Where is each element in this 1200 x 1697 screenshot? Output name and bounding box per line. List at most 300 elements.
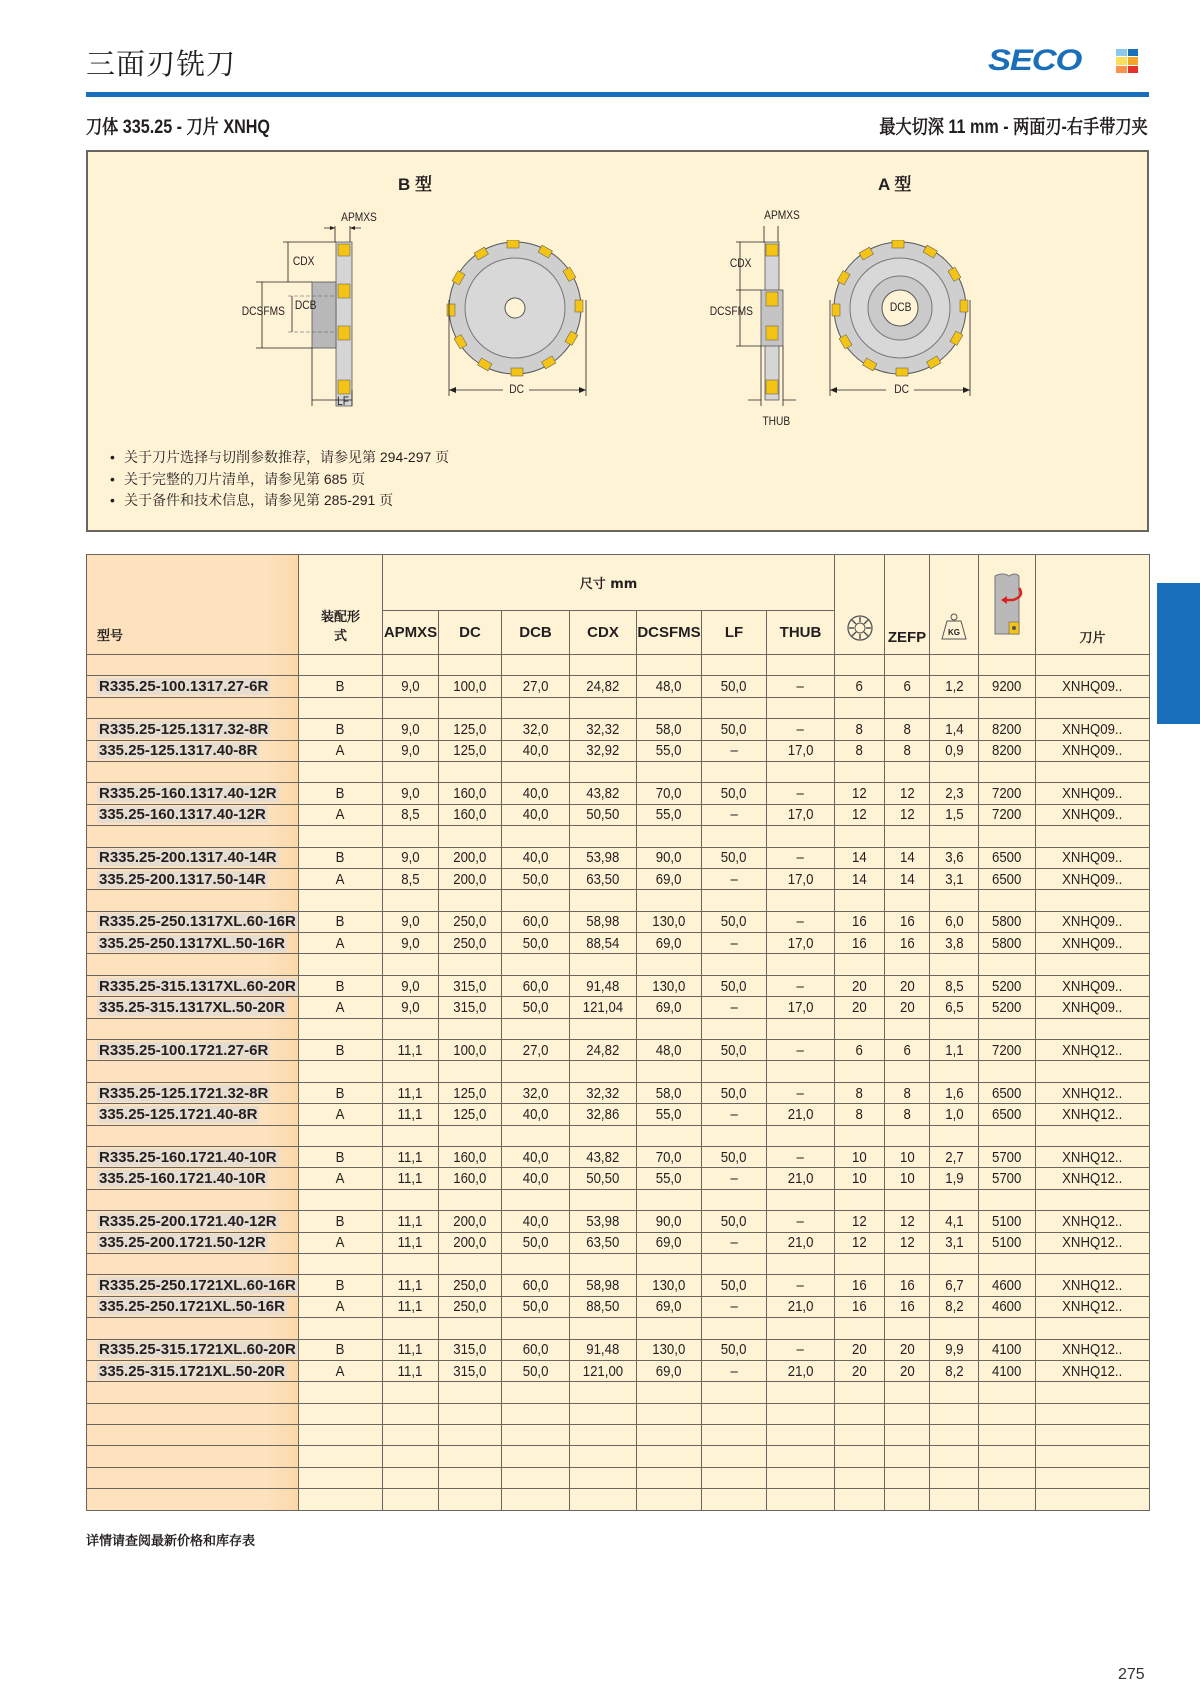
cell-mount: B	[299, 1339, 383, 1360]
cell-dcb: 40,0	[502, 1211, 570, 1232]
cell-dcb: 32,0	[502, 719, 570, 740]
spacer-row	[87, 890, 1150, 911]
cell-kg: 1,5	[930, 804, 979, 825]
cell-zefp: 10	[885, 1146, 930, 1167]
cell-dc: 200,0	[439, 847, 502, 868]
cell-kg: 3,1	[930, 868, 979, 889]
cell-model: 335.25-315.1317XL.50-20R	[87, 997, 299, 1018]
cell-apmxs: 9,0	[383, 740, 439, 761]
cell-z: 12	[835, 804, 885, 825]
diagram-panel	[86, 150, 1149, 532]
cell-lf: –	[702, 933, 767, 954]
cell-mount: B	[299, 975, 383, 996]
cell-dcb: 60,0	[502, 975, 570, 996]
dim-label-dcb-a: DCB	[889, 300, 912, 314]
cell-dcb: 32,0	[502, 1082, 570, 1103]
cell-z: 10	[835, 1168, 885, 1189]
cell-dcsfms: 69,0	[637, 868, 702, 889]
cell-mount: A	[299, 1232, 383, 1253]
cell-z: 16	[835, 933, 885, 954]
cell-insert: XNHQ09..	[1036, 740, 1150, 761]
cell-lf: 50,0	[702, 1339, 767, 1360]
cell-thub: –	[767, 1339, 835, 1360]
cell-apmxs: 9,0	[383, 911, 439, 932]
cell-dcsfms: 130,0	[637, 1339, 702, 1360]
cell-apmxs: 11,1	[383, 1339, 439, 1360]
table-row	[87, 719, 1150, 740]
cell-mount: A	[299, 740, 383, 761]
table-row	[87, 975, 1150, 996]
cell-dc: 315,0	[439, 975, 502, 996]
cell-zefp: 12	[885, 1232, 930, 1253]
cell-mount: B	[299, 911, 383, 932]
cell-dc: 250,0	[439, 1275, 502, 1296]
type-a-label: A 型	[878, 175, 912, 194]
cell-kg: 8,2	[930, 1296, 979, 1317]
cell-model: 335.25-250.1317XL.50-16R	[87, 933, 299, 954]
cell-insert: XNHQ12..	[1036, 1168, 1150, 1189]
table-row	[87, 740, 1150, 761]
cell-dcb: 60,0	[502, 1339, 570, 1360]
cell-zefp: 20	[885, 1360, 930, 1381]
cell-model: 335.25-200.1317.50-14R	[87, 868, 299, 889]
cell-z: 12	[835, 783, 885, 804]
cell-dcb: 50,0	[502, 1360, 570, 1381]
cell-lf: –	[702, 1296, 767, 1317]
cell-insert: XNHQ12..	[1036, 1211, 1150, 1232]
cell-apmxs: 11,1	[383, 1082, 439, 1103]
cell-lf: 50,0	[702, 1146, 767, 1167]
cell-lf: –	[702, 1168, 767, 1189]
cell-model: R335.25-250.1721XL.60-16R	[87, 1275, 299, 1296]
cell-kg: 1,6	[930, 1082, 979, 1103]
dim-label-dcb: DCB	[294, 298, 317, 312]
spacer-row	[87, 1382, 1150, 1403]
cell-dc: 125,0	[439, 1082, 502, 1103]
cell-apmxs: 9,0	[383, 719, 439, 740]
cell-dc: 200,0	[439, 868, 502, 889]
cell-kg: 1,2	[930, 676, 979, 697]
cell-dcsfms: 55,0	[637, 804, 702, 825]
cell-model: 335.25-160.1721.40-10R	[87, 1168, 299, 1189]
cell-model: R335.25-160.1317.40-12R	[87, 783, 299, 804]
table-row	[87, 804, 1150, 825]
cell-thub: –	[767, 676, 835, 697]
cell-dc: 125,0	[439, 1104, 502, 1125]
spacer-row	[87, 954, 1150, 975]
cell-zefp: 6	[885, 1040, 930, 1061]
cell-kg: 8,2	[930, 1360, 979, 1381]
cell-dc: 250,0	[439, 911, 502, 932]
cell-lf: 50,0	[702, 1275, 767, 1296]
cell-lf: 50,0	[702, 1040, 767, 1061]
cell-dc: 315,0	[439, 1360, 502, 1381]
max-rpm-icon	[989, 570, 1025, 642]
cell-model: R335.25-315.1317XL.60-20R	[87, 975, 299, 996]
cell-lf: 50,0	[702, 847, 767, 868]
cell-z: 14	[835, 868, 885, 889]
cell-insert: XNHQ09..	[1036, 911, 1150, 932]
cell-kg: 4,1	[930, 1211, 979, 1232]
cell-model: R335.25-250.1317XL.60-16R	[87, 911, 299, 932]
cell-insert: XNHQ12..	[1036, 1146, 1150, 1167]
cell-cdx: 32,32	[570, 719, 637, 740]
cell-insert: XNHQ12..	[1036, 1296, 1150, 1317]
cell-dc: 315,0	[439, 997, 502, 1018]
cell-dcsfms: 90,0	[637, 847, 702, 868]
cell-dcsfms: 55,0	[637, 1104, 702, 1125]
cell-lf: –	[702, 868, 767, 889]
cell-model: R335.25-125.1721.32-8R	[87, 1082, 299, 1103]
cell-cdx: 91,48	[570, 1339, 637, 1360]
logo-text: SECO	[988, 44, 1082, 77]
cell-zefp: 16	[885, 1275, 930, 1296]
cell-apmxs: 9,0	[383, 997, 439, 1018]
logo-color-squares-icon	[1116, 49, 1138, 73]
cell-rpm: 5800	[979, 933, 1036, 954]
cell-apmxs: 8,5	[383, 804, 439, 825]
cell-lf: –	[702, 740, 767, 761]
cell-z: 20	[835, 1360, 885, 1381]
cell-cdx: 53,98	[570, 847, 637, 868]
cell-dcsfms: 130,0	[637, 1275, 702, 1296]
seco-logo	[988, 44, 1082, 77]
cell-thub: –	[767, 911, 835, 932]
cell-rpm: 6500	[979, 1104, 1036, 1125]
table-row	[87, 868, 1150, 889]
cell-insert: XNHQ12..	[1036, 1104, 1150, 1125]
cell-zefp: 8	[885, 740, 930, 761]
cell-kg: 6,7	[930, 1275, 979, 1296]
cell-cdx: 50,50	[570, 804, 637, 825]
cell-dcsfms: 70,0	[637, 1146, 702, 1167]
cell-insert: XNHQ12..	[1036, 1360, 1150, 1381]
spacer-row	[87, 1467, 1150, 1488]
cell-mount: B	[299, 1275, 383, 1296]
cell-lf: –	[702, 804, 767, 825]
cell-mount: B	[299, 1146, 383, 1167]
cell-rpm: 5100	[979, 1232, 1036, 1253]
table-row	[87, 1146, 1150, 1167]
cell-rpm: 5200	[979, 997, 1036, 1018]
cell-zefp: 10	[885, 1168, 930, 1189]
cell-rpm: 7200	[979, 783, 1036, 804]
table-body	[87, 655, 1150, 1511]
cell-z: 10	[835, 1146, 885, 1167]
footer-note: 详情请查阅最新价格和库存表	[86, 1534, 256, 1549]
cell-thub: –	[767, 1275, 835, 1296]
cell-apmxs: 11,1	[383, 1168, 439, 1189]
cell-dcb: 60,0	[502, 911, 570, 932]
cell-apmxs: 9,0	[383, 847, 439, 868]
cell-z: 8	[835, 719, 885, 740]
cell-thub: 21,0	[767, 1168, 835, 1189]
cell-rpm: 6500	[979, 847, 1036, 868]
cell-dcsfms: 69,0	[637, 933, 702, 954]
col-header-weight	[930, 555, 979, 655]
cell-thub: 17,0	[767, 933, 835, 954]
cell-dcsfms: 55,0	[637, 740, 702, 761]
spacer-row	[87, 1125, 1150, 1146]
cell-dcb: 40,0	[502, 847, 570, 868]
cell-model: 335.25-125.1721.40-8R	[87, 1104, 299, 1125]
cell-dcsfms: 130,0	[637, 911, 702, 932]
cell-thub: –	[767, 783, 835, 804]
cell-thub: –	[767, 975, 835, 996]
cell-mount: B	[299, 847, 383, 868]
cell-thub: 21,0	[767, 1296, 835, 1317]
kg-weight-icon	[940, 612, 968, 642]
cell-kg: 2,3	[930, 783, 979, 804]
cell-cdx: 43,82	[570, 1146, 637, 1167]
cell-z: 20	[835, 997, 885, 1018]
cell-dcsfms: 58,0	[637, 719, 702, 740]
spacer-row	[87, 1061, 1150, 1082]
cell-kg: 2,7	[930, 1146, 979, 1167]
cell-kg: 1,0	[930, 1104, 979, 1125]
cell-kg: 0,9	[930, 740, 979, 761]
cell-cdx: 50,50	[570, 1168, 637, 1189]
cell-z: 16	[835, 1275, 885, 1296]
cell-kg: 3,8	[930, 933, 979, 954]
cell-thub: –	[767, 719, 835, 740]
dim-label-dc-a: DC	[894, 382, 910, 396]
cell-lf: –	[702, 1104, 767, 1125]
col-header-zefp: ZEFP	[885, 555, 930, 655]
cell-thub: 21,0	[767, 1360, 835, 1381]
cell-lf: 50,0	[702, 1082, 767, 1103]
cell-rpm: 5700	[979, 1146, 1036, 1167]
cell-thub: –	[767, 1146, 835, 1167]
cell-insert: XNHQ09..	[1036, 975, 1150, 996]
table-row	[87, 1040, 1150, 1061]
table-row	[87, 933, 1150, 954]
col-header-apmxs: APMXS	[383, 611, 439, 655]
spacer-row	[87, 1446, 1150, 1467]
col-header-dcb: DCB	[502, 611, 570, 655]
cell-lf: 50,0	[702, 975, 767, 996]
cell-z: 8	[835, 740, 885, 761]
col-header-mount: 装配形式	[299, 555, 383, 655]
page-title: 三面刃铣刀	[86, 47, 237, 81]
note-item: • 关于备件和技术信息，请参见第 285-291 页	[110, 490, 449, 512]
cell-thub: –	[767, 847, 835, 868]
cell-dcsfms: 69,0	[637, 1360, 702, 1381]
cell-z: 16	[835, 911, 885, 932]
dim-label-apmxs-a: APMXS	[764, 208, 800, 222]
cell-insert: XNHQ09..	[1036, 783, 1150, 804]
cell-rpm: 7200	[979, 804, 1036, 825]
cell-mount: B	[299, 1211, 383, 1232]
header-rule	[86, 92, 1149, 97]
cell-dc: 315,0	[439, 1339, 502, 1360]
cell-insert: XNHQ09..	[1036, 868, 1150, 889]
cell-model: 335.25-315.1721XL.50-20R	[87, 1360, 299, 1381]
col-header-insert: 刀片	[1036, 555, 1150, 655]
cell-insert: XNHQ09..	[1036, 933, 1150, 954]
cell-mount: A	[299, 1168, 383, 1189]
table-row	[87, 783, 1150, 804]
cell-lf: 50,0	[702, 783, 767, 804]
table-row	[87, 997, 1150, 1018]
cell-mount: A	[299, 1104, 383, 1125]
col-group-dimensions: 尺寸 mm	[383, 555, 835, 611]
cell-apmxs: 11,1	[383, 1232, 439, 1253]
cell-apmxs: 9,0	[383, 975, 439, 996]
cell-z: 8	[835, 1082, 885, 1103]
dim-label-dcsfms: DCSFMS	[241, 304, 285, 318]
cell-thub: 17,0	[767, 868, 835, 889]
cell-lf: 50,0	[702, 719, 767, 740]
cell-dcb: 40,0	[502, 1168, 570, 1189]
spacer-row	[87, 1018, 1150, 1039]
cell-model: 335.25-125.1317.40-8R	[87, 740, 299, 761]
cell-dcsfms: 48,0	[637, 676, 702, 697]
cell-dc: 125,0	[439, 740, 502, 761]
cell-dcb: 50,0	[502, 1232, 570, 1253]
cell-z: 8	[835, 1104, 885, 1125]
cell-mount: B	[299, 1082, 383, 1103]
cell-thub: 17,0	[767, 740, 835, 761]
dim-label-cdx: CDX	[292, 254, 315, 268]
cell-cdx: 32,32	[570, 1082, 637, 1103]
cell-lf: 50,0	[702, 1211, 767, 1232]
cell-dc: 160,0	[439, 1168, 502, 1189]
type-b-label: B 型	[398, 175, 432, 194]
cell-cdx: 58,98	[570, 911, 637, 932]
cell-lf: 50,0	[702, 911, 767, 932]
cell-cdx: 32,92	[570, 740, 637, 761]
cell-insert: XNHQ09..	[1036, 804, 1150, 825]
cell-insert: XNHQ12..	[1036, 1082, 1150, 1103]
col-header-max-rpm	[979, 555, 1036, 655]
cell-zefp: 6	[885, 676, 930, 697]
cell-thub: –	[767, 1082, 835, 1103]
cell-thub: 21,0	[767, 1232, 835, 1253]
product-subtitle: 刀体 335.25 - 刀片 XNHQ	[86, 117, 270, 138]
spacer-row	[87, 655, 1150, 676]
cell-dcb: 40,0	[502, 1104, 570, 1125]
cell-z: 14	[835, 847, 885, 868]
cell-apmxs: 8,5	[383, 868, 439, 889]
cell-kg: 3,6	[930, 847, 979, 868]
cell-kg: 6,5	[930, 997, 979, 1018]
cell-apmxs: 11,1	[383, 1211, 439, 1232]
spacer-row	[87, 1489, 1150, 1510]
cell-apmxs: 9,0	[383, 676, 439, 697]
cell-rpm: 5100	[979, 1211, 1036, 1232]
product-table	[86, 554, 1149, 1511]
cell-dcb: 40,0	[502, 783, 570, 804]
cell-zefp: 20	[885, 975, 930, 996]
cell-thub: –	[767, 1211, 835, 1232]
cell-zefp: 8	[885, 1082, 930, 1103]
table-row	[87, 1104, 1150, 1125]
cell-thub: 17,0	[767, 997, 835, 1018]
cell-zefp: 16	[885, 933, 930, 954]
cell-mount: A	[299, 1360, 383, 1381]
table-row	[87, 1211, 1150, 1232]
cell-rpm: 8200	[979, 740, 1036, 761]
cell-cdx: 63,50	[570, 868, 637, 889]
cell-mount: A	[299, 804, 383, 825]
cell-rpm: 4100	[979, 1339, 1036, 1360]
cell-lf: –	[702, 997, 767, 1018]
table-row	[87, 1296, 1150, 1317]
section-side-tab	[1157, 583, 1200, 724]
cell-model: R335.25-200.1317.40-14R	[87, 847, 299, 868]
cell-rpm: 5800	[979, 911, 1036, 932]
cell-kg: 1,9	[930, 1168, 979, 1189]
cell-zefp: 16	[885, 911, 930, 932]
cell-insert: XNHQ09..	[1036, 676, 1150, 697]
cell-dcsfms: 69,0	[637, 997, 702, 1018]
cell-rpm: 4600	[979, 1296, 1036, 1317]
table-row	[87, 1168, 1150, 1189]
type-a-front-view-diagram	[828, 240, 978, 400]
dim-label-dcsfms-a: DCSFMS	[709, 304, 753, 318]
cell-thub: –	[767, 1040, 835, 1061]
cell-dcb: 60,0	[502, 1275, 570, 1296]
cell-rpm: 8200	[979, 719, 1036, 740]
cell-apmxs: 9,0	[383, 933, 439, 954]
cell-dcb: 50,0	[502, 1296, 570, 1317]
col-header-model: 型号	[87, 555, 299, 655]
cell-zefp: 14	[885, 847, 930, 868]
cell-thub: 17,0	[767, 804, 835, 825]
dim-label-dc-b: DC	[509, 382, 525, 396]
cell-mount: A	[299, 933, 383, 954]
cell-dc: 100,0	[439, 1040, 502, 1061]
col-header-dc: DC	[439, 611, 502, 655]
cell-cdx: 121,00	[570, 1360, 637, 1381]
cell-rpm: 6500	[979, 868, 1036, 889]
cell-zefp: 12	[885, 804, 930, 825]
table-row	[87, 1275, 1150, 1296]
cell-zefp: 12	[885, 1211, 930, 1232]
cell-insert: XNHQ09..	[1036, 719, 1150, 740]
cell-dc: 100,0	[439, 676, 502, 697]
cell-dcsfms: 69,0	[637, 1232, 702, 1253]
cell-thub: 21,0	[767, 1104, 835, 1125]
cell-model: R335.25-200.1721.40-12R	[87, 1211, 299, 1232]
cell-dcb: 50,0	[502, 868, 570, 889]
cell-z: 16	[835, 1296, 885, 1317]
cell-insert: XNHQ09..	[1036, 997, 1150, 1018]
cell-dcb: 40,0	[502, 804, 570, 825]
dim-label-thub: THUB	[762, 414, 791, 428]
cell-zefp: 20	[885, 1339, 930, 1360]
cell-z: 6	[835, 1040, 885, 1061]
cell-dcb: 50,0	[502, 997, 570, 1018]
cell-insert: XNHQ12..	[1036, 1040, 1150, 1061]
cell-rpm: 5700	[979, 1168, 1036, 1189]
cell-model: R335.25-160.1721.40-10R	[87, 1146, 299, 1167]
cell-dcb: 27,0	[502, 676, 570, 697]
cell-cdx: 32,86	[570, 1104, 637, 1125]
cell-rpm: 9200	[979, 676, 1036, 697]
col-header-lf: LF	[702, 611, 767, 655]
cell-rpm: 4600	[979, 1275, 1036, 1296]
cell-mount: B	[299, 783, 383, 804]
cell-dc: 250,0	[439, 933, 502, 954]
cell-apmxs: 11,1	[383, 1104, 439, 1125]
cell-dc: 200,0	[439, 1211, 502, 1232]
cell-model: R335.25-315.1721XL.60-20R	[87, 1339, 299, 1360]
product-spec-subtitle: 最大切深 11 mm - 两面刃-右手带刀夹	[879, 117, 1148, 138]
cell-cdx: 63,50	[570, 1232, 637, 1253]
cell-cdx: 88,54	[570, 933, 637, 954]
